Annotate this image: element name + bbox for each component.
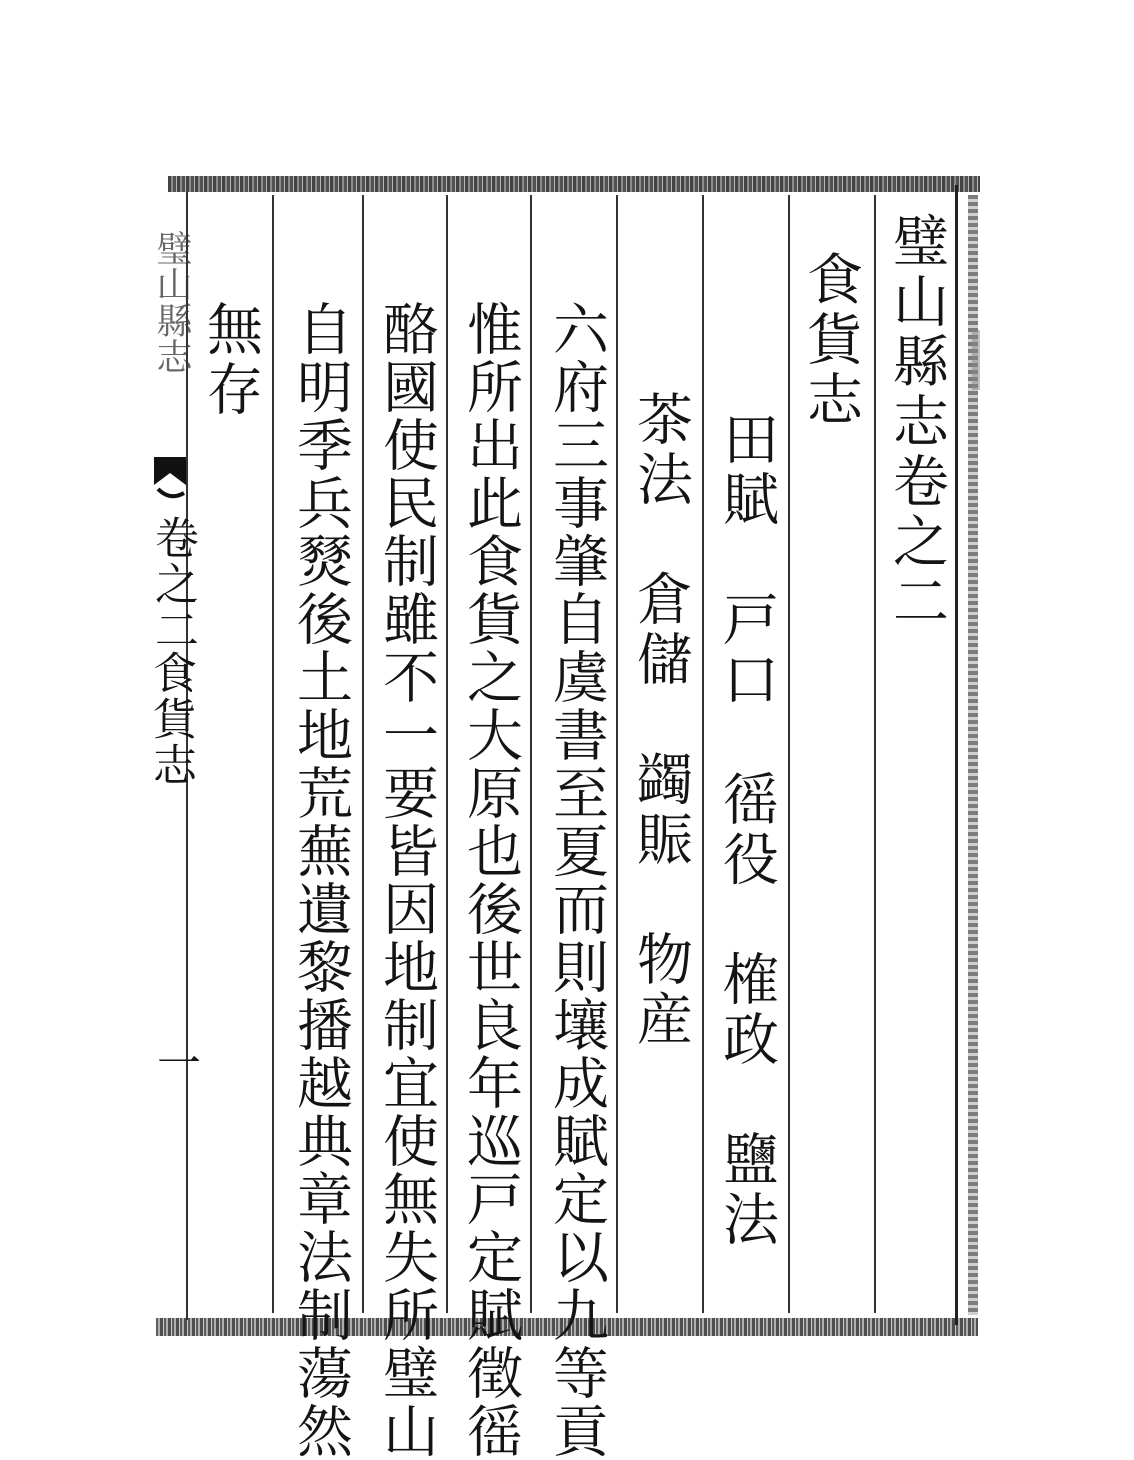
column-rule: [446, 195, 448, 1313]
column-rule: [874, 195, 876, 1313]
margin-page-number: 一: [149, 1040, 200, 1086]
margin-volume: 卷之二: [147, 515, 198, 653]
column-rule: [272, 195, 274, 1313]
body-column-1: 六府三事肇自虞書至夏而則壤成賦定以九等貢: [544, 300, 609, 1460]
fish-tail-mark: [150, 455, 190, 503]
margin-section: 食貨志: [145, 650, 196, 788]
column-rule: [616, 195, 618, 1313]
chapter-heading: 食貨志: [798, 250, 863, 430]
frame-top-border: [168, 176, 980, 192]
column-rule: [702, 195, 704, 1313]
body-column-4: 自明季兵燹後土地荒蕪遺黎播越典章法制蕩然: [288, 300, 353, 1460]
body-column-5: 無存: [198, 300, 263, 420]
column-rule: [530, 195, 532, 1313]
column-rule: [788, 195, 790, 1313]
contents-line-2: 茶法 倉儲 蠲賑 物産: [628, 390, 693, 1050]
frame-right-border: [955, 185, 958, 1325]
margin-title: [146, 230, 197, 374]
margin-book-title: 璧山縣志: [151, 230, 192, 374]
contents-line-1: 田賦 戸口 徭役 榷政 鹽法: [714, 410, 779, 1250]
edge-mark: [972, 330, 980, 390]
column-rule: [362, 195, 364, 1313]
body-column-3: 酪國使民制雖不一要皆因地制宜使無失所璧山: [374, 300, 439, 1460]
volume-heading: 璧山縣志卷之二: [884, 212, 949, 632]
body-column-2: 惟所出此食貨之大原也後世良年巡戸定賦徵徭: [458, 300, 523, 1460]
